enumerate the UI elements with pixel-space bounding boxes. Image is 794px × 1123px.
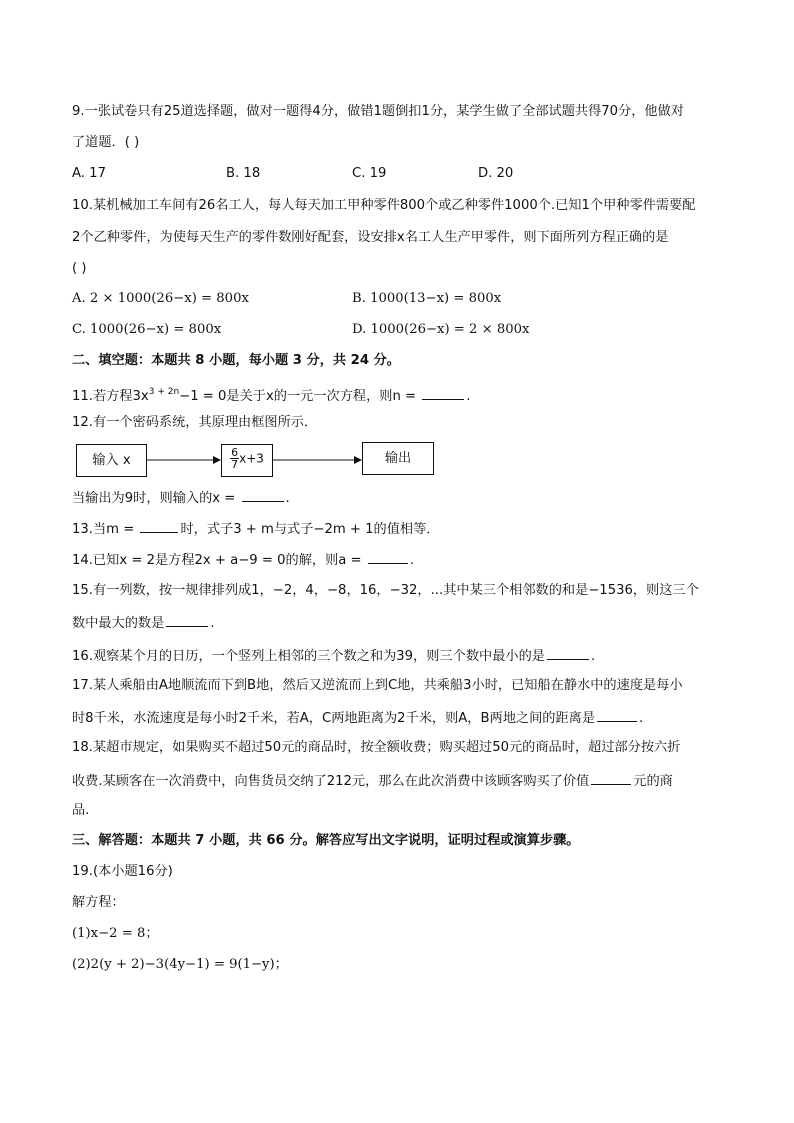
q18-line2: [72, 771, 673, 791]
q11-suffix: −1 = 0是关于x的一元一次方程，则n =: [179, 389, 421, 404]
section-3-heading: 三、解答题：本题共 7 小题，共 66 分。解答应写出文字说明，证明过程或演算步骤。: [72, 833, 580, 848]
q19-header: 19.(本小题16分): [72, 864, 173, 879]
q11-exponent: 3 + 2n: [148, 387, 180, 397]
q12-fraction-denominator: 7: [231, 458, 239, 471]
q15-answer-blank[interactable]: [166, 613, 208, 627]
q10-line2: 2个乙种零件，为使每天生产的零件数刚好配套，设安排x名工人生产甲零件，则下面所列方程正确的是: [72, 230, 669, 245]
section-2-heading: 二、填空题：本题共 8 小题，每小题 3 分，共 24 分。: [72, 353, 400, 368]
q13-answer-blank[interactable]: [140, 519, 178, 533]
q9-option-c: C. 19: [352, 166, 387, 181]
q10-option-b: B. 1000(13−x) = 800x: [352, 291, 502, 306]
q15-line1: 15.有一列数，按一规律排列成1，−2，4，−8，16，−32，...其中某三个相邻数的和是−1536，则这三个: [72, 583, 699, 598]
q9-line1: 9.一张试卷只有25道选择题，做对一题得4分，做错1题倒扣1分，某学生做了全部试题共得70分，他做对: [72, 104, 684, 119]
arrow-head-2: [354, 456, 362, 464]
q16-line: [72, 646, 595, 666]
q12-follow-line: [72, 488, 290, 508]
q17-line1: 17.某人乘船由A地顺流而下到B地，然后又逆流而上到C地，共乘船3小时，已知船在静水中的速度是每小: [72, 678, 683, 693]
q18-line1: 18.某超市规定，如果购买不超过50元的商品时，按全额收费；购买超过50元的商品时，超过部分按六折: [72, 740, 681, 755]
q16-prefix: 16.观察某个月的日历，一个竖列上相邻的三个数之和为39，则三个数中最小的是: [72, 649, 545, 664]
q15-end: .: [210, 616, 215, 631]
q18-line3: 品.: [72, 803, 90, 818]
q16-end: .: [590, 649, 596, 664]
q15-line2-prefix: 数中最大的数是: [72, 616, 165, 631]
q17-line2-prefix: 时8千米，水流速度是每小时2千米，若A，C两地距离为2千米，则A，B两地之间的距离是: [72, 711, 596, 726]
q10-line1: 10.某机械加工车间有26名工人，每人每天加工甲种零件800个或乙种零件1000个.已知1个甲种零件需要配: [72, 198, 696, 213]
q12-arrows: [0, 0, 794, 500]
arrow-head-1: [213, 456, 221, 464]
q12-input-label: 输入 x: [92, 453, 131, 468]
q12-answer-blank[interactable]: [242, 488, 284, 502]
q12-process-suffix: x+3: [239, 451, 264, 466]
q12-output-label: 输出: [384, 451, 412, 466]
q10-line3: ( ): [72, 261, 87, 276]
q14-prefix: 14.已知x = 2是方程2x + a−9 = 0的解，则a =: [72, 553, 366, 568]
q10-option-a: A. 2 × 1000(26−x) = 800x: [72, 291, 249, 306]
q13-line: [72, 519, 439, 539]
q15-line2: [72, 613, 215, 633]
q18-line2-suffix: 元的商: [633, 774, 673, 789]
q14-end: .: [409, 553, 414, 568]
q12-text: 12.有一个密码系统，其原理由框图所示．: [72, 415, 318, 430]
q13-suffix: 时，式子3 + m与式子−2m + 1的值相等．: [180, 522, 440, 537]
q14-answer-blank[interactable]: [368, 550, 408, 564]
q9-line2: 了道题．( ): [72, 135, 140, 150]
q11-prefix: 11.若方程3x: [72, 389, 149, 404]
q14-line: [72, 550, 414, 570]
q17-end: .: [639, 711, 644, 726]
q16-answer-blank[interactable]: [547, 646, 589, 660]
q9-option-a: A. 17: [72, 166, 106, 181]
q19-part1: (1)x−2 = 8；: [72, 926, 159, 941]
q18-line2-prefix: 收费.某顾客在一次消费中，向售货员交纳了212元，那么在此次消费中该顾客购买了价值: [72, 774, 590, 789]
q9-option-b: B. 18: [226, 166, 261, 181]
q9-option-d: D. 20: [478, 166, 514, 181]
q12-follow-prefix: 当输出为9时，则输入的x =: [72, 491, 240, 506]
q17-answer-blank[interactable]: [597, 708, 637, 722]
q11-end: .: [466, 389, 471, 404]
q12-follow-end: .: [285, 491, 290, 506]
q10-option-d: D. 1000(26−x) = 2 × 800x: [352, 322, 530, 337]
q10-option-c: C. 1000(26−x) = 800x: [72, 322, 222, 337]
q17-line2: [72, 708, 643, 728]
q19-part2: (2)2(y + 2)−3(4y−1) = 9(1−y)；: [72, 957, 288, 972]
q12-fraction-numerator: 6: [231, 446, 239, 459]
q18-answer-blank[interactable]: [591, 771, 631, 785]
q13-prefix: 13.当m =: [72, 522, 139, 537]
q19-instruction: 解方程：: [72, 895, 125, 910]
